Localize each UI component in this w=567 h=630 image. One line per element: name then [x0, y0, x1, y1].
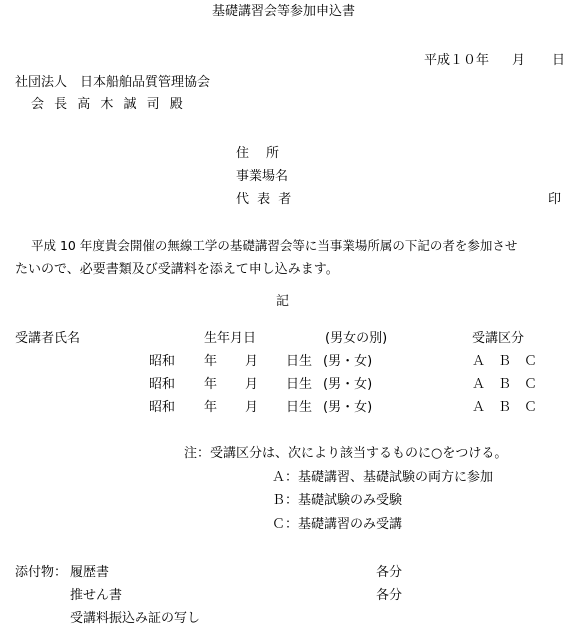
representative-label: 代 表 者	[236, 192, 294, 207]
body-line-2: たいので、必要書類及び受講料を添えて申し込みます。	[15, 262, 339, 277]
note-b: Ｂ：基礎試験のみ受験	[272, 493, 403, 508]
row-category: Ａ Ｂ Ｃ	[472, 400, 538, 415]
row-day: 日生	[286, 400, 313, 415]
note-intro: 注：受講区分は、次により該当するものに○をつける。	[184, 446, 508, 461]
row-month: 月	[245, 400, 259, 415]
note-a: Ａ：基礎講習、基礎試験の両方に参加	[272, 470, 494, 485]
attachment-name: 履歴書	[70, 565, 110, 580]
header-sex: (男女の別)	[325, 331, 388, 346]
row-sex: (男・女)	[323, 377, 373, 392]
header-name: 受講者氏名	[15, 331, 81, 346]
row-year: 年	[204, 377, 218, 392]
row-category: Ａ Ｂ Ｃ	[472, 377, 538, 392]
attachment-qty: 各分	[376, 565, 403, 580]
ki-heading: 記	[276, 294, 290, 309]
row-month: 月	[245, 377, 259, 392]
row-category: Ａ Ｂ Ｃ	[472, 354, 538, 369]
addressee-organization: 社団法人 日本船舶品質管理協会	[15, 75, 211, 90]
date-month: 月	[512, 53, 526, 68]
row-era: 昭和	[149, 354, 176, 369]
row-year: 年	[204, 400, 218, 415]
row-sex: (男・女)	[323, 400, 373, 415]
attachment-qty: 各分	[376, 588, 403, 603]
header-category: 受講区分	[472, 331, 525, 346]
addressee-recipient: 会 長 高 木 誠 司 殿	[31, 97, 186, 112]
row-day: 日生	[286, 354, 313, 369]
attachment-name: 推せん書	[70, 588, 123, 603]
seal-mark: 印	[548, 192, 562, 207]
header-birth: 生年月日	[204, 331, 257, 346]
row-year: 年	[204, 354, 218, 369]
body-line-1: 平成 10 年度貴会開催の無線工学の基礎講習会等に当事業場所属の下記の者を参加させ	[31, 238, 518, 253]
row-day: 日生	[286, 377, 313, 392]
note-c: Ｃ：基礎講習のみ受講	[272, 517, 403, 532]
row-era: 昭和	[149, 400, 176, 415]
attachment-name: 受講料振込み証の写し	[70, 611, 201, 626]
row-era: 昭和	[149, 377, 176, 392]
workplace-label: 事業場名	[236, 169, 289, 184]
attachments-label: 添付物：	[15, 565, 68, 580]
date-era-year: 平成１０年	[424, 53, 490, 68]
row-sex: (男・女)	[323, 354, 373, 369]
row-month: 月	[245, 354, 259, 369]
address-label: 住 所	[236, 146, 282, 161]
date-day: 日	[552, 53, 566, 68]
page-title: 基礎講習会等参加申込書	[211, 4, 355, 19]
